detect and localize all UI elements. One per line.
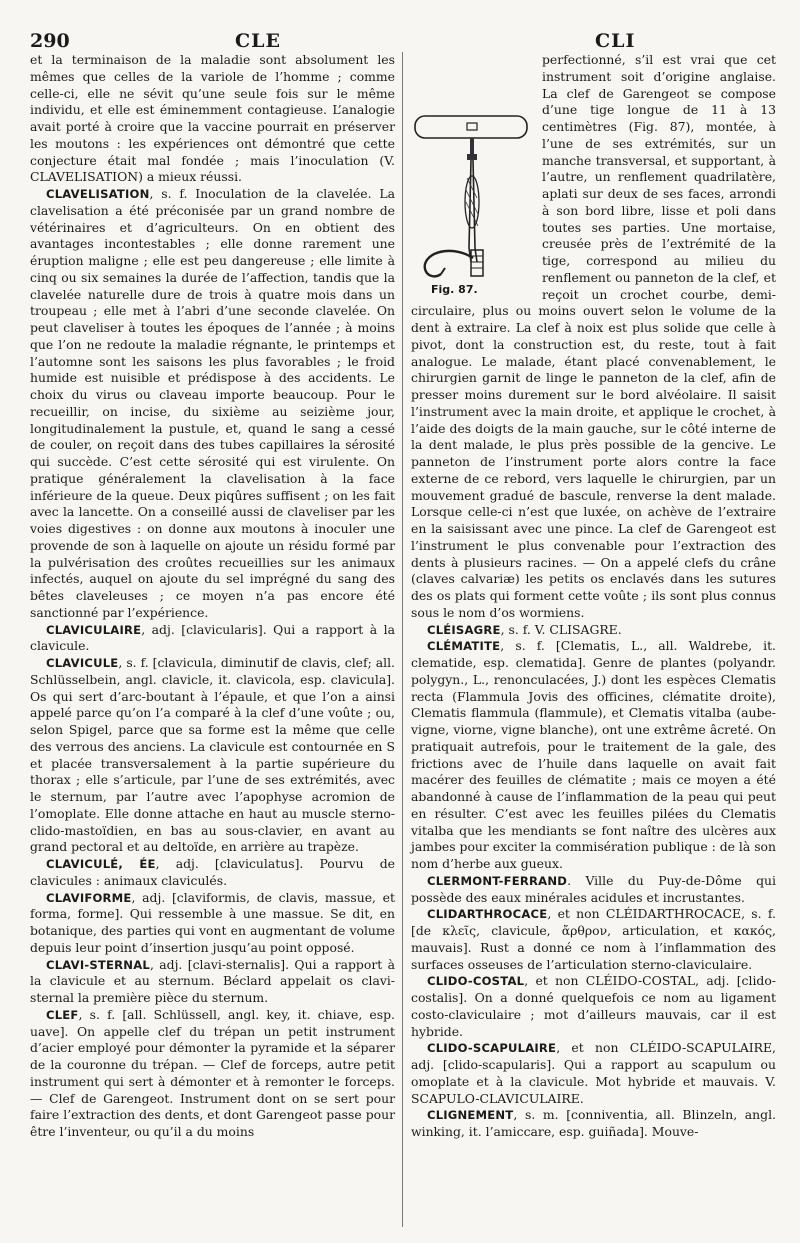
headword: CLAVELISATION bbox=[46, 187, 150, 201]
entry-clido-costal: CLIDO-COSTAL, et non CLÉIDO-COSTAL, adj. [clido-costalis]. On a donné quelquefois ce nom au ligament costo-claviculaire ; mot d’ailleurs mauvais, car il est hybride. bbox=[411, 973, 776, 1039]
ferrule bbox=[470, 138, 474, 154]
hook-tip bbox=[441, 268, 445, 274]
entry-clignement: CLIGNEMENT, s. m. [conniventia, all. Blinzeln, angl. winking, it. l’amiccare, esp. guiñada]. Mouve- bbox=[411, 1107, 776, 1139]
entry-clavicule: CLAVICULE, s. f. [clavicula, diminutif de clavis, clef; all. Schlüsselbein, angl. clavicle, it. clavicola, esp. clavicula]. Os qui sert d’arc-boutant à l’épaule, et que l’on a ainsi appelé parce qu’on l’a comparé à la clef d’une voûte ; ou, selon Spigel, parce que sa forme est la même que celle des verrous des anciens. La clavicule est contournée en S et placée transversalement à la partie supérieure du thorax ; elle s’articule, par l’une de ses extrémités, avec le sternum, par l’autre avec l’apophyse acromion de l’omoplate. Elle donne attache en haut au muscle sterno-clido-mastoïdien, en bas au sous-clavier, en avant au grand pectoral et au deltoïde, en arrière au trapèze. bbox=[30, 655, 395, 855]
collar bbox=[467, 154, 477, 160]
entry-clido-scapulaire: CLIDO-SCAPULAIRE, et non CLÉIDO-SCAPULAIRE, adj. [clido-scapularis]. Qui a rapport au scapulum ou omoplate et à la clavicule. Mot hybride et mauvais. V. SCAPULO-CLAVICULAIRE. bbox=[411, 1040, 776, 1106]
entry-claviforme: CLAVIFORME, adj. [claviformis, de clavis, massue, et forma, forme]. Qui ressemble à une massue. Se dit, en botanique, des parties qui vont en augmentant de volume depuis leur point d’insertion jusqu’au point opposé. bbox=[30, 889, 395, 955]
right-column bbox=[411, 52, 776, 1141]
garengeot-key-illustration bbox=[411, 52, 536, 297]
headword: CLIDO-SCAPULAIRE bbox=[427, 1041, 557, 1056]
headword: CLAVICULE bbox=[46, 656, 119, 670]
entry-claviculaire: CLAVICULAIRE, adj. [clavicularis]. Qui a rapport à la clavicule. bbox=[30, 621, 395, 654]
right-running-head: CLI bbox=[595, 30, 636, 52]
entry-clematite: CLÉMATITE, s. f. [Clematis, L., all. Waldrebe, it. clematide, esp. clematida]. Genre de plantes (polyandr. polygyn., L., renonculacées, J.) dont les espèces Clematis recta (Flammula Jovis des officines, clématite droite), Clematis flammula (flammule), et Clematis vitalba (aube-vigne, viorne, vigne blanche), ont une extrême âcreté. On pratiquait autrefois, pour le traitement de la gale, des frictions avec de l’huile dans laquelle on avait fait macérer des feuilles de clématite ; mais ce moyen a été abandonné à cause de l’inflammation de la peau qui peut en résulter. C’est avec les feuilles pilées du Clematis vitalba que les mendiants se font naître des ulcères aux jambes pour exciter la commisération publique : de là son nom d’herbe aux gueux. bbox=[411, 638, 776, 871]
headword: CLEF bbox=[46, 1007, 79, 1022]
curved-hook bbox=[425, 251, 473, 276]
figure-caption: Fig. 87. bbox=[431, 283, 478, 296]
transverse-handle bbox=[415, 116, 527, 138]
headword: CLAVIFORME bbox=[46, 890, 132, 905]
headword: CLIDARTHROCACE bbox=[427, 907, 548, 922]
paragraph-continuation: et la terminaison de la maladie sont absolument les mêmes que celles de la variole de l’homme ; comme celle-ci, elle ne sévit qu’une seule fois sur le même individu, et elle est éminemment contagieuse. L’analogie avait porté à croire que la vaccine pourrait en préserver les moutons : les expériences ont démontré que cette conjecture était mal fondée ; mais l’inoculation (V. CLAVELISATION) a mieux réussi. bbox=[30, 52, 395, 185]
text-columns bbox=[30, 52, 774, 1232]
headword: CLÉISAGRE bbox=[427, 622, 501, 637]
headword: CLERMONT-FERRAND bbox=[427, 873, 568, 888]
figure-87 bbox=[411, 52, 536, 297]
shaft-hatching bbox=[466, 178, 478, 226]
entry-clermont-ferrand: CLERMONT-FERRAND. Ville du Puy-de-Dôme qui possède des eaux minérales acidules et incrustantes. bbox=[411, 872, 776, 905]
headword: CLAVI-STERNAL bbox=[46, 957, 150, 972]
left-running-head: CLE bbox=[235, 30, 281, 52]
headword: CLÉMATITE bbox=[427, 639, 501, 654]
headword: CLAVICULAIRE bbox=[46, 622, 142, 637]
entry-clef: CLEF, s. f. [all. Schlüssell, angl. key, it. chiave, esp. uave]. On appelle clef du trépan un petit instrument d’acier employé pour démonter la pyramide et la séparer de la couronne du trépan. — Clef de forceps, autre petit instrument qui sert à démonter et à remonter le forceps. — Clef de Garengeot. Instrument dont on se sert pour faire l’extraction des dents, et dont Garengeot passe pour être l’inventeur, ou qu’il a du moins bbox=[30, 1006, 395, 1139]
page-header bbox=[30, 30, 774, 52]
headword: CLAVICULÉ, ÉE bbox=[46, 857, 156, 871]
entry-clavicule-adj: CLAVICULÉ, ÉE, adj. [claviculatus]. Pourvu de clavicules : animaux claviculés. bbox=[30, 856, 395, 888]
paragraph-continuation: perfectionné, s’il est vrai que cet instrument soit d’origine anglaise. La clef de Garengeot se compose d’une tige longue de 11 à 13 centimètres (Fig. 87), montée, à l’une de ses extrémités, sur un manche transversal, et supportant, à l’autre, un renflement quadrilatère, aplati sur deux de ses faces, arrondi à son bord libre, lisse et poli dans toutes ses parties. Une mortaise, creusée près de l’extrémité de la tige, correspond au milieu du renflement ou panneton de la clef, et reçoit un crochet courbe, demi-circulaire, plus ou moins ouvert selon le volume de la dent à extraire. La clef à noix est plus solide que celle à pivot, dont la construction est, du reste, tout à fait analogue. Le malade, étant placé convenablement, le chirurgien garnit de linge le panneton de la clef, afin de presser moins durement sur le bord alvéolaire. Il saisit l’instrument avec la main droite, et applique le crochet, à l’aide des doigts de la main gauche, sur le côté interne de la dent malade, le plus près possible de la gencive. Le panneton de l’instrument porte alors contre la face externe de ce rebord, vers laquelle le chirurgien, par un mouvement gradué de bascule, renverse la dent malade. Lorsque celle-ci n’est que luxée, on achève de l’extraire en la saisissant avec une pince. La clef de Garengeot est l’instrument le plus convenable pour l’extraction des dents à plusieurs racines. — On a appelé clefs du crâne (claves calvariæ) les petits os enclavés dans les sutures des os plats qui forment cette voûte ; ils sont plus connus sous le nom d’os wormiens. bbox=[411, 52, 776, 620]
headword: CLIGNEMENT bbox=[427, 1108, 514, 1123]
entry-clavi-sternal: CLAVI-STERNAL, adj. [clavi-sternalis]. Qui a rapport à la clavicule et au sternum. Béclard appelait os clavi-sternal la première pièce du sternum. bbox=[30, 956, 395, 1005]
page-number: 290 bbox=[30, 30, 70, 52]
handle-mortise bbox=[467, 123, 477, 130]
panneton bbox=[471, 250, 483, 276]
column-divider bbox=[402, 52, 403, 1227]
headword: CLIDO-COSTAL bbox=[427, 974, 525, 989]
entry-clavelisation: CLAVELISATION, s. f. Inoculation de la clavelée. La clavelisation a été préconisée par un grand nombre de vétérinaires et d’agriculteurs. On en obtient des avantages incontestables ; elle donne rarement une éruption maligne ; elle est peu dangereuse ; elle limite à cinq ou six semaines la durée de l’affection, tandis que la clavelée naturelle dure de trois à quatre mois dans un troupeau ; elle met à l’abri d’une seconde clavelée. On peut claveliser à toutes les époques de l’année ; à moins que l’on ne redoute la maladie régnante, le printemps et l’automne sont les saisons les plus favorables ; le froid humide est nuisible et prédispose à des accidents. Le choix du virus ou claveau importe beaucoup. Pour le recueillir, on incise, du sixième au seizième jour, longitudinalement la pustule, et, quand le sang a cessé de couler, on reçoit dans des tubes capillaires la sérosité qui succède. C’est cette sérosité qui est virulente. On pratique généralement la clavelisation à la face inférieure de la queue. Deux piqûres suffisent ; on les fait avec la lancette. On a conseillé aussi de claveliser par les voies digestives : on donne aux moutons à inoculer une provende de son à laquelle on ajoute un résidu formé par la pulvérisation des croûtes recueillies sur les animaux infectés, auquel on ajoute du sel imprégné du sang des bêtes claveleuses ; ce moyen n’a pas encore été sanctionné par l’expérience. bbox=[30, 186, 395, 620]
left-column bbox=[30, 52, 395, 1141]
entry-cleisagre: CLÉISAGRE, s. f. V. CLISAGRE. bbox=[427, 621, 622, 637]
entry-clidarthrocace: CLIDARTHROCACE, et non CLÉIDARTHROCACE, s. f. [de κλεῖς, clavicule, ἄρθρον, articulation, et κακός, mauvais]. Rust a donné ce nom à l’inflammation des surfaces osseuses de l’articulation sterno-claviculaire. bbox=[411, 906, 776, 972]
